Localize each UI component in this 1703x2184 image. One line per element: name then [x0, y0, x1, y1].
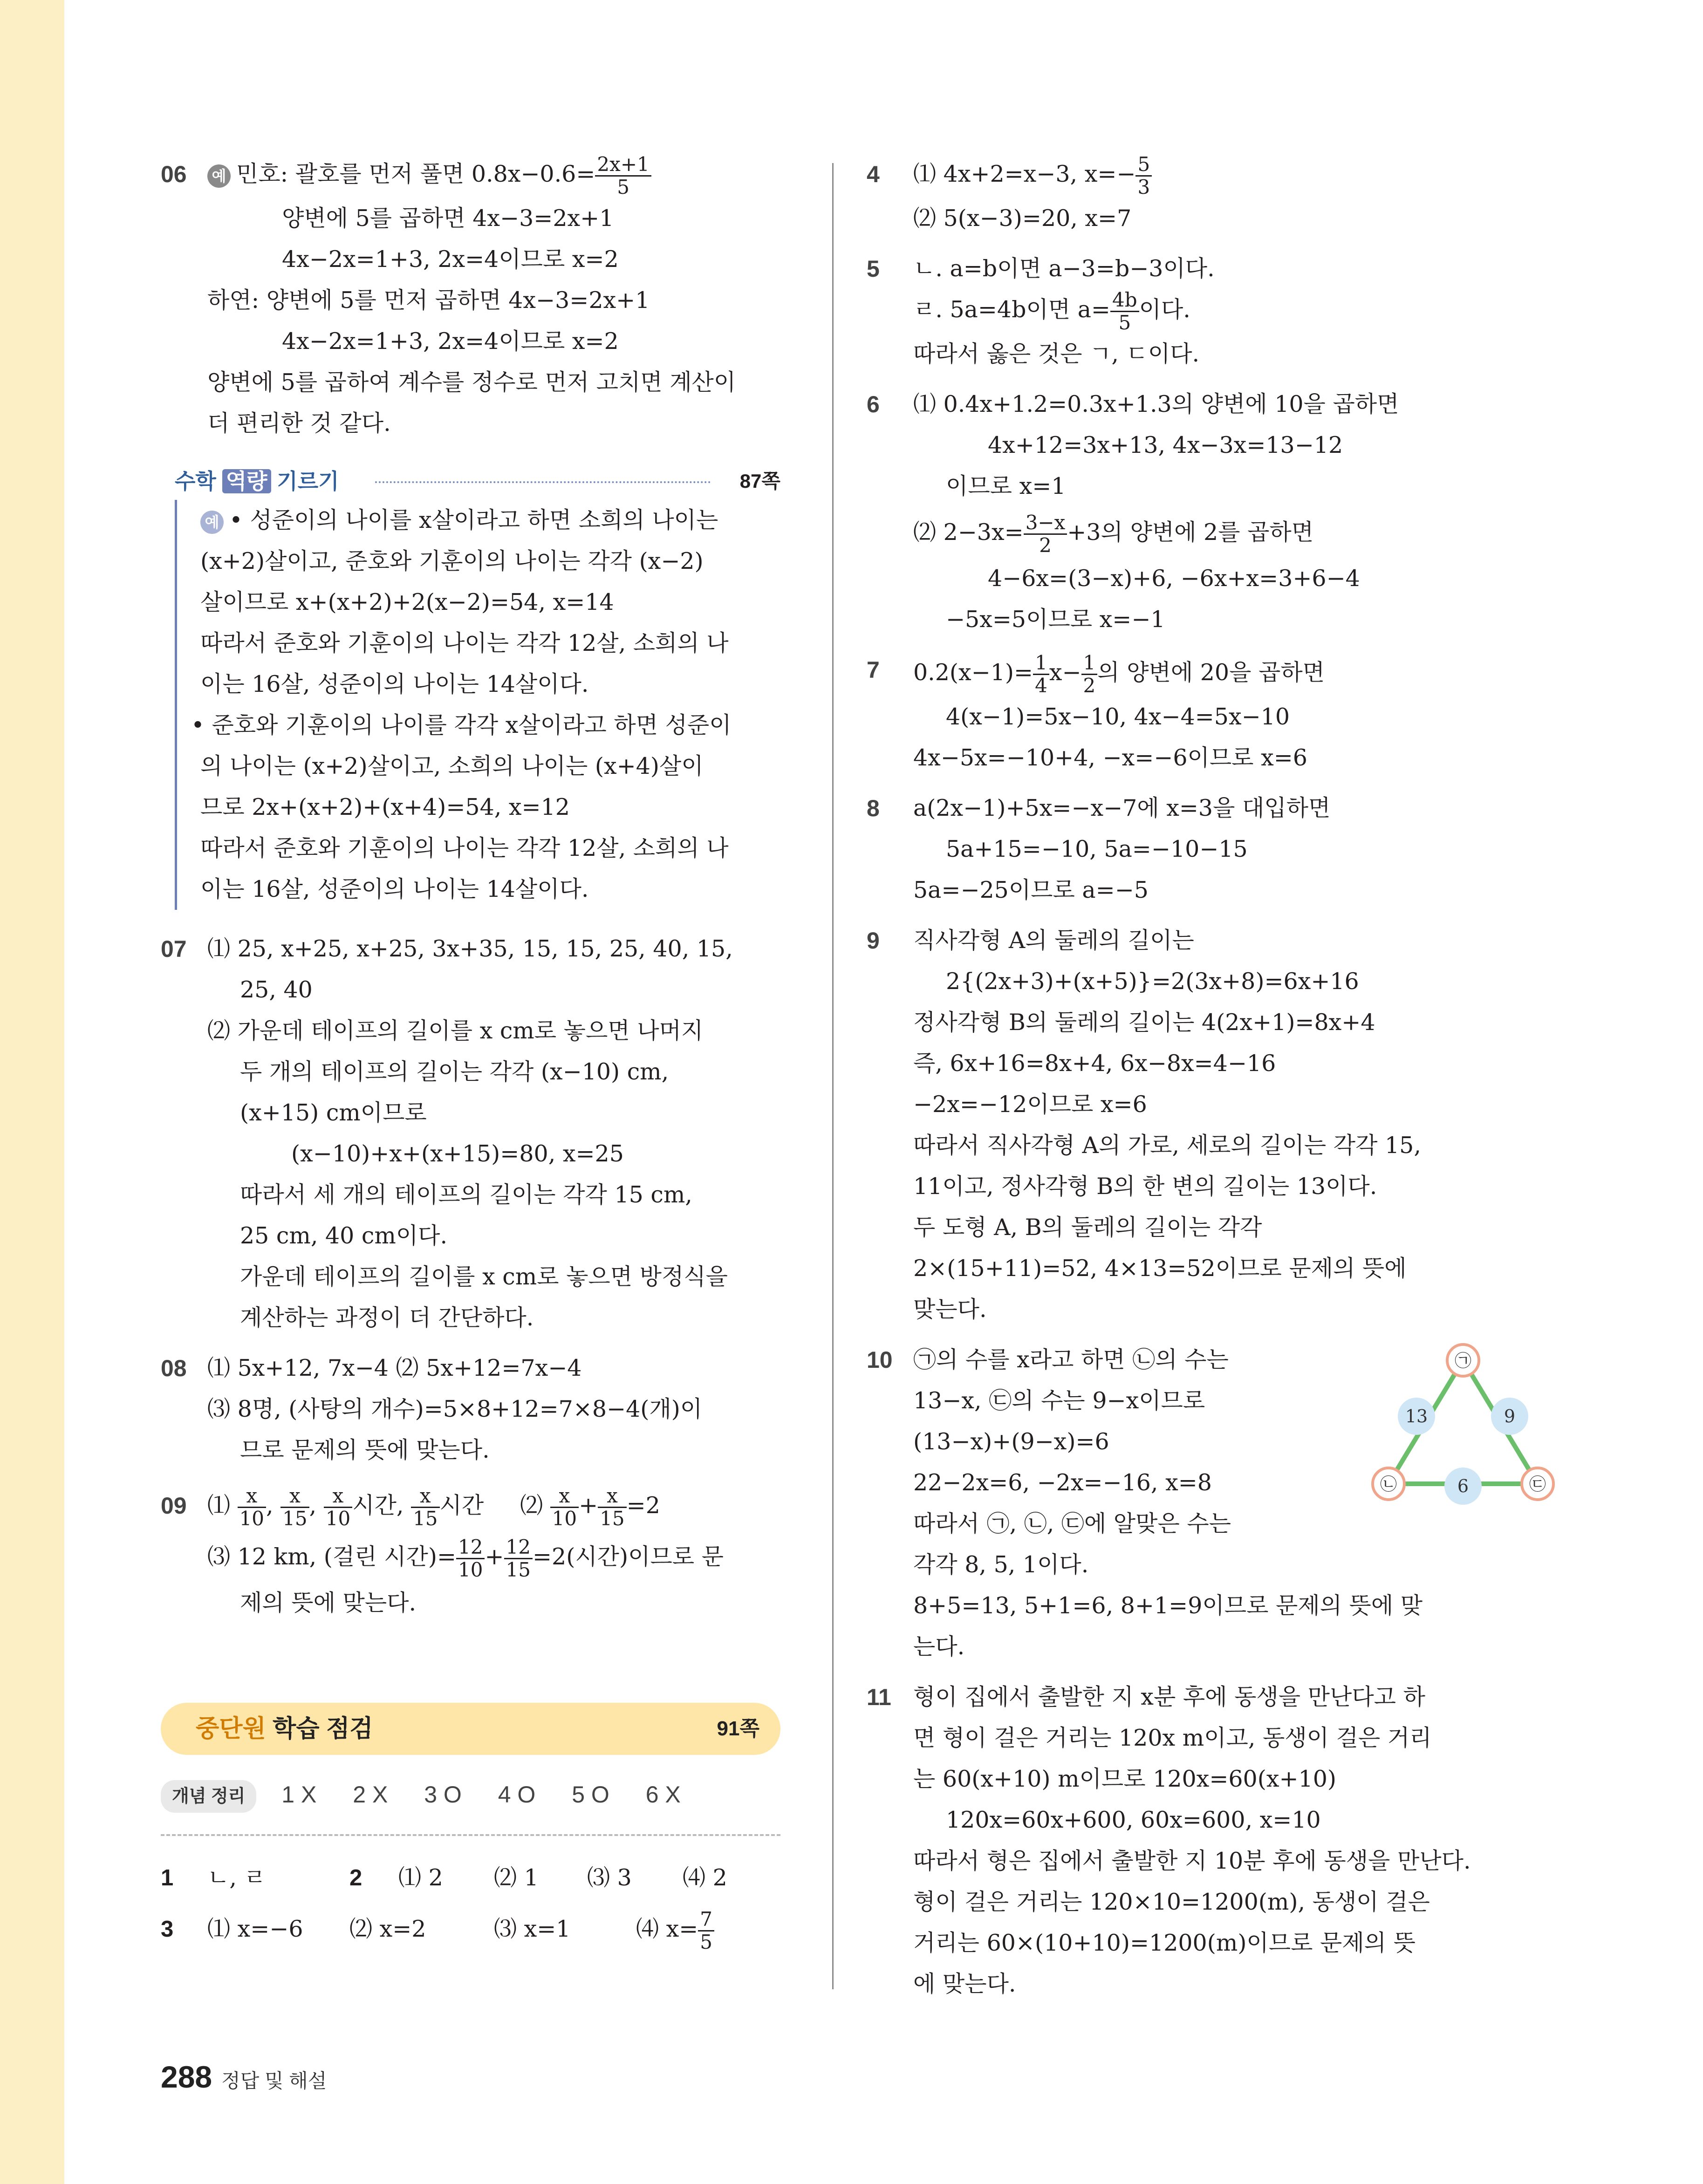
competency-highlight: 역량 — [222, 469, 271, 493]
answer-number: 07 — [161, 936, 187, 962]
answer-line: 계산하는 과정이 더 간단하다. — [240, 1304, 534, 1331]
answer-number: 9 — [867, 928, 880, 954]
answer-line: 하연: 양변에 5를 먼저 곱하면 4x−3=2x+1 — [207, 287, 650, 314]
answer-line: 13−x, ㉢의 수는 9−x이므로 — [913, 1387, 1205, 1414]
answer-line: 두 도형 A, B의 둘레의 길이는 각각 — [913, 1214, 1262, 1241]
page-footer — [161, 2059, 327, 2095]
answer-number: 09 — [161, 1493, 187, 1519]
answer-line: ⑴ $\frac{x}{10}$ , $\frac{x}{15}$ , $\frac{x}{10}$ 시간, $\frac{x}{15}$ 시간 ⑵ $\frac{x}{10}$ + $\frac{x}{15}$ =2 — [207, 1484, 660, 1530]
answer-line: a(2x−1)+5x=−x−7에 x=3을 대입하면 — [913, 795, 1331, 821]
dotted-leader — [375, 481, 711, 483]
answer-line: 11이고, 정사각형 B의 한 변의 길이는 13이다. — [913, 1173, 1377, 1200]
answer-line: 따라서 직사각형 A의 가로, 세로의 길이는 각각 15, — [913, 1132, 1421, 1159]
answer-line: 2×(15+11)=52, 4×13=52이므로 문제의 뜻에 — [913, 1255, 1407, 1282]
answer-line: 따라서 옳은 것은 ㄱ, ㄷ이다. — [913, 341, 1200, 367]
answer-line: 는 60(x+10) m이므로 120x=60(x+10) — [913, 1766, 1336, 1792]
answer-line: 제의 뜻에 맞는다. — [240, 1590, 417, 1616]
answer-line: 더 편리한 것 같다. — [207, 410, 391, 437]
answer-line: 5a=−25이므로 a=−5 — [913, 877, 1149, 903]
answer-line: 형이 걸은 거리는 120×10=1200(m), 동생이 걸은 — [913, 1889, 1430, 1915]
answer-11 — [867, 1677, 1500, 2005]
number-triangle-diagram — [1361, 1339, 1566, 1526]
answer-line: 25, 40 — [240, 976, 313, 1003]
answer-line: 는다. — [913, 1633, 965, 1660]
answer-10 — [867, 1339, 1546, 1667]
answer-line: 4x−5x=−10+4, −x=−6이므로 x=6 — [913, 744, 1307, 771]
vertex-label: ㉡ — [1380, 1475, 1397, 1494]
answer-line: 이는 16살, 성준이의 나이는 14살이다. — [200, 671, 589, 697]
concept-item: 4 O — [498, 1781, 536, 1808]
answer-line: (x+2)살이고, 준호와 기훈이의 나이는 각각 (x−2) — [200, 548, 704, 574]
answer-line: ㄹ. 5a=4b이면 a= $\frac{4b}{5}$ 이다. — [913, 288, 1190, 334]
answer-line: 4(x−1)=5x−10, 4x−4=5x−10 — [946, 703, 1290, 730]
answer-4 — [867, 154, 1500, 239]
page-number: 288 — [161, 2060, 212, 2094]
answer-8 — [867, 788, 1500, 911]
answer-line: 살이므로 x+(x+2)+2(x−2)=54, x=14 — [200, 589, 614, 615]
answer-number: 08 — [161, 1355, 187, 1381]
answer-line: ⑶ 12 km, (걸린 시간)= $\frac{12}{10}$ + $\frac{12}{15}$ =2(시간)이므로 문 — [207, 1536, 724, 1581]
example-badge: 예 — [207, 164, 231, 188]
answer-5 — [867, 248, 1500, 375]
answer-line: 므로 2x+(x+2)+(x+4)=54, x=12 — [200, 794, 570, 820]
answer-line: ⑵ 5(x−3)=20, x=7 — [913, 205, 1132, 232]
answer-line: ⑵ 2−3x= $\frac{3-x}{2}$ +3의 양변에 2를 곱하면 — [913, 511, 1314, 557]
review-row-2: 3 ⑴ x=−6 ⑵ x=2 ⑶ x=1 ⑷ x= $\frac{7}{5}$ — [161, 1901, 780, 1957]
vertex-label: ㉠ — [1454, 1351, 1472, 1371]
answer-line: 민호: 괄호를 먼저 풀면 0.8x−0.6= — [236, 161, 595, 187]
answer-line: • 성준이의 나이를 x살이라고 하면 소희의 나이는 — [229, 507, 718, 533]
answer-number: 10 — [867, 1347, 893, 1373]
answer-line: 2{(2x+3)+(x+5)}=2(3x+8)=6x+16 — [946, 968, 1359, 995]
vertex-label: ㉢ — [1529, 1475, 1546, 1494]
right-column — [867, 153, 1546, 2014]
answer-07 — [161, 928, 780, 1338]
answer-line: 가운데 테이프의 길이를 x cm로 놓으면 방정식을 — [240, 1263, 728, 1290]
answer-line: (x+15) cm이므로 — [240, 1099, 427, 1126]
answer-line: 에 맞는다. — [913, 1971, 1016, 1997]
answer-line: 의 나이는 (x+2)살이고, 소희의 나이는 (x+4)살이 — [200, 753, 704, 779]
answer-line: (x−10)+x+(x+15)=80, x=25 — [291, 1140, 624, 1167]
margin-strip — [0, 0, 64, 2184]
edge-label: 6 — [1457, 1476, 1469, 1496]
answer-6 — [867, 384, 1500, 640]
answer-line: 직사각형 A의 둘레의 길이는 — [913, 927, 1194, 954]
answer-line: 양변에 5를 곱하면 4x−3=2x+1 — [282, 205, 614, 232]
competency-box — [161, 463, 780, 910]
answer-number: 6 — [867, 391, 880, 417]
answer-line: 양변에 5를 곱하여 계수를 정수로 먼저 고치면 계산이 — [207, 369, 736, 396]
concept-item: 6 X — [645, 1781, 681, 1808]
answer-line: 면 형이 걸은 거리는 120x m이고, 동생이 걸은 거리 — [913, 1725, 1432, 1751]
answer-line: 따라서 형은 집에서 출발한 지 10분 후에 동생을 만난다. — [913, 1848, 1471, 1874]
answer-line: 므로 문제의 뜻에 맞는다. — [240, 1437, 490, 1463]
answer-06 — [161, 154, 780, 444]
answer-line: 이므로 x=1 — [946, 473, 1066, 499]
answer-line: −2x=−12이므로 x=6 — [913, 1091, 1147, 1118]
answer-line: ⑴ 0.4x+1.2=0.3x+1.3의 양변에 10을 곱하면 — [913, 391, 1399, 417]
answer-line: • 준호와 기훈이의 나이를 각각 x살이라고 하면 성준이 — [191, 712, 732, 738]
concept-summary — [161, 1769, 780, 1820]
concept-tag: 개념 정리 — [161, 1780, 256, 1813]
section-heading: 중단원 학습 점검 91쪽 — [161, 1703, 780, 1755]
answer-line: 4x+12=3x+13, 4x−3x=13−12 — [988, 432, 1343, 458]
answer-number: 7 — [867, 657, 880, 683]
answer-09 — [161, 1480, 780, 1624]
answer-line: ㉠의 수를 x라고 하면 ㉡의 수는 — [913, 1346, 1229, 1373]
concept-item: 1 X — [281, 1781, 317, 1808]
answer-line: 따라서 준호와 기훈이의 나이는 각각 12살, 소희의 나 — [200, 630, 729, 656]
column-divider — [832, 163, 834, 1989]
answer-line: 이는 16살, 성준이의 나이는 14살이다. — [200, 876, 589, 902]
answer-line: ⑵ 가운데 테이프의 길이를 x cm로 놓으면 나머지 — [207, 1017, 704, 1044]
answer-line: 정사각형 B의 둘레의 길이는 4(2x+1)=8x+4 — [913, 1009, 1375, 1036]
concept-item: 3 O — [424, 1781, 462, 1808]
answer-line: 형이 집에서 출발한 지 x분 후에 동생을 만난다고 하 — [913, 1684, 1425, 1710]
answer-line: 각각 8, 5, 1이다. — [913, 1551, 1089, 1578]
answer-line: 4x−2x=1+3, 2x=4이므로 x=2 — [282, 246, 619, 273]
example-badge: 예 — [200, 511, 224, 534]
left-column — [161, 154, 780, 1957]
answer-line: 따라서 ㉠, ㉡, ㉢에 알맞은 수는 — [913, 1510, 1231, 1537]
answer-08 — [161, 1348, 780, 1471]
page-reference: 87쪽 — [739, 470, 780, 492]
answer-number: 06 — [161, 161, 187, 187]
answer-9 — [867, 920, 1500, 1330]
answer-line: 4−6x=(3−x)+6, −6x+x=3+6−4 — [988, 565, 1360, 592]
answer-line: 120x=60x+600, 60x=600, x=10 — [946, 1807, 1321, 1833]
answer-line: ⑴ 5x+12, 7x−4 ⑵ 5x+12=7x−4 — [207, 1355, 582, 1381]
answer-number: 5 — [867, 256, 880, 282]
answer-line: −5x=5이므로 x=−1 — [946, 606, 1165, 633]
answer-line: ㄴ. a=b이면 a−3=b−3이다. — [913, 255, 1215, 282]
answer-7 — [867, 649, 1500, 778]
answer-line: 0.2(x−1)= $\frac{1}{4}$ x− $\frac{1}{2}$ 의 양변에 20을 곱하면 — [913, 651, 1325, 697]
answer-line: 따라서 세 개의 테이프의 길이는 각각 15 cm, — [240, 1181, 692, 1208]
answer-line: (13−x)+(9−x)=6 — [913, 1428, 1109, 1455]
answer-line: 8+5=13, 5+1=6, 8+1=9이므로 문제의 뜻에 맞 — [913, 1592, 1423, 1619]
page-label: 정답 및 해설 — [221, 2070, 327, 2092]
dashed-divider — [161, 1834, 780, 1836]
concept-item: 5 O — [572, 1781, 609, 1808]
answer-line: 4x−2x=1+3, 2x=4이므로 x=2 — [282, 328, 619, 355]
answer-line: 두 개의 테이프의 길이는 각각 (x−10) cm, — [240, 1058, 669, 1085]
answer-number: 11 — [867, 1684, 891, 1710]
competency-body — [175, 500, 780, 910]
answer-line: ⑶ 8명, (사탕의 개수)=5×8+12=7×8−4(개)이 — [207, 1396, 703, 1422]
page-reference: 91쪽 — [717, 1717, 759, 1740]
answer-line: 25 cm, 40 cm이다. — [240, 1222, 448, 1249]
answer-line: 5a+15=−10, 5a=−10−15 — [946, 836, 1248, 862]
edge-label: 9 — [1504, 1406, 1516, 1426]
answer-line: 따라서 준호와 기훈이의 나이는 각각 12살, 소희의 나 — [200, 835, 729, 861]
answer-number: 8 — [867, 795, 880, 821]
answer-line: 즉, 6x+16=8x+4, 6x−8x=4−16 — [913, 1050, 1276, 1077]
fraction: $\frac{2x+1}{5}$ — [595, 154, 651, 198]
answer-number: 4 — [867, 161, 880, 187]
answer-line: 22−2x=6, −2x=−16, x=8 — [913, 1469, 1212, 1496]
answer-line: 맞는다. — [913, 1296, 987, 1323]
concept-item: 2 X — [353, 1781, 388, 1808]
answer-line: ⑴ 25, x+25, x+25, 3x+35, 15, 15, 25, 40, 15, — [207, 935, 733, 962]
answer-line: 거리는 60×(10+10)=1200(m)이므로 문제의 뜻 — [913, 1930, 1416, 1956]
edge-label: 13 — [1405, 1406, 1428, 1426]
review-row-1: 1 ㄴ, ㄹ 2 ⑴ 2 ⑵ 1 ⑶ 3 ⑷ 2 — [161, 1864, 727, 1891]
answer-line: ⑴ 4x+2=x−3, x=− $\frac{5}{3}$ — [913, 154, 1500, 198]
competency-heading: 수학 역량 기르기 87쪽 — [175, 463, 780, 500]
